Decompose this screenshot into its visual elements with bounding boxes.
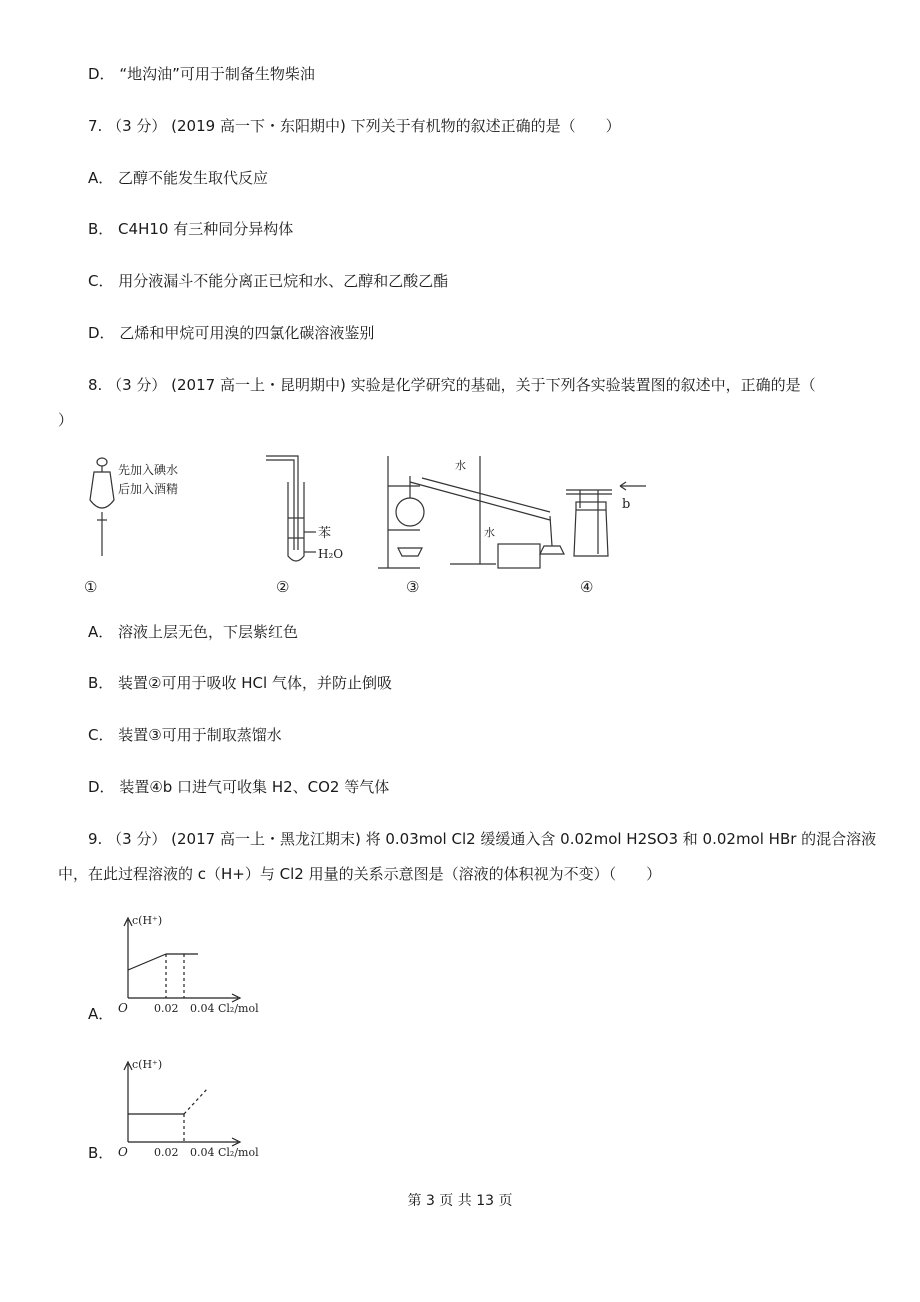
bottle-b-label: b [622, 497, 631, 512]
apparatus-label-4: ④ [580, 578, 594, 596]
q6-option-d: D． “地沟油”可用于制备生物柴油 [88, 65, 315, 83]
funnel-text-2: 后加入酒精 [118, 482, 179, 496]
q7-option-a: A． 乙醇不能发生取代反应 [88, 169, 269, 187]
q8-option-a: A． 溶液上层无色，下层紫红色 [88, 623, 299, 641]
q8-option-c: C． 装置③可用于制取蒸馏水 [88, 726, 282, 744]
graph-b-origin: O [118, 1145, 128, 1159]
q9-graph-b [114, 1050, 274, 1168]
q7-option-d: D． 乙烯和甲烷可用溴的四氯化碳溶液鉴别 [88, 324, 375, 342]
q8-stem-cont: ） [58, 411, 74, 429]
tube-benzene-label: 苯 [318, 526, 332, 541]
separating-funnel-drawing [90, 458, 114, 556]
graph-b-tick-004: 0.04 [190, 1146, 215, 1159]
graph-b-xlabel: Cl₂/mol [218, 1146, 259, 1159]
gas-bottle-drawing [566, 482, 646, 556]
tube-water-label: H₂O [318, 547, 344, 561]
apparatus-label-2: ② [276, 578, 290, 596]
q9-stem: 9. （3 分） (2017 高一上・黑龙江期末) 将 0.03mol Cl2 缓缓通入含 0.02mol H2SO3 和 0.02mol HBr 的混合溶液 [88, 830, 877, 848]
graph-b-ylabel: c(H⁺) [132, 1058, 163, 1071]
q8-option-d: D． 装置④b 口进气可收集 H2、CO2 等气体 [88, 778, 390, 796]
q8-stem: 8. （3 分） (2017 高一上・昆明期中) 实验是化学研究的基础，关于下列各实验装置图的叙述中，正确的是（ [88, 376, 816, 394]
graph-a-xlabel: Cl₂/mol [218, 1002, 259, 1015]
page-footer: 第 3 页 共 13 页 [407, 1193, 513, 1209]
water-in-label: 水 [455, 459, 466, 472]
water-out-label: 水 [484, 526, 495, 539]
q7-option-b: B． C4H10 有三种同分异构体 [88, 220, 294, 238]
q7-option-c: C． 用分液漏斗不能分离正已烷和水、乙醇和乙酸乙酯 [88, 272, 449, 290]
q7-stem: 7. （3 分） (2019 高一下・东阳期中) 下列关于有机物的叙述正确的是（ ） [88, 117, 621, 135]
funnel-text-1: 先加入碘水 [118, 463, 179, 477]
graph-a-ylabel: c(H⁺) [132, 914, 163, 927]
graph-a-tick-002: 0.02 [154, 1002, 179, 1015]
graph-a-tick-004: 0.04 [190, 1002, 215, 1015]
test-tube-drawing [266, 456, 316, 561]
q9-option-b: B． [88, 1144, 114, 1162]
distillation-drawing [378, 456, 564, 568]
q8-option-b: B． 装置②可用于吸收 HCl 气体，并防止倒吸 [88, 674, 392, 692]
graph-a-origin: O [118, 1001, 128, 1015]
q9-stem-cont: 中，在此过程溶液的 c（H+）与 Cl2 用量的关系示意图是（溶液的体积视为不变）（ ） [58, 865, 662, 883]
apparatus-label-3: ③ [406, 578, 420, 596]
q9-option-a: A． [88, 1005, 114, 1023]
q8-apparatus-figure [80, 452, 680, 600]
q9-graph-a [114, 906, 274, 1024]
apparatus-label-1: ① [84, 578, 98, 596]
graph-b-tick-002: 0.02 [154, 1146, 179, 1159]
